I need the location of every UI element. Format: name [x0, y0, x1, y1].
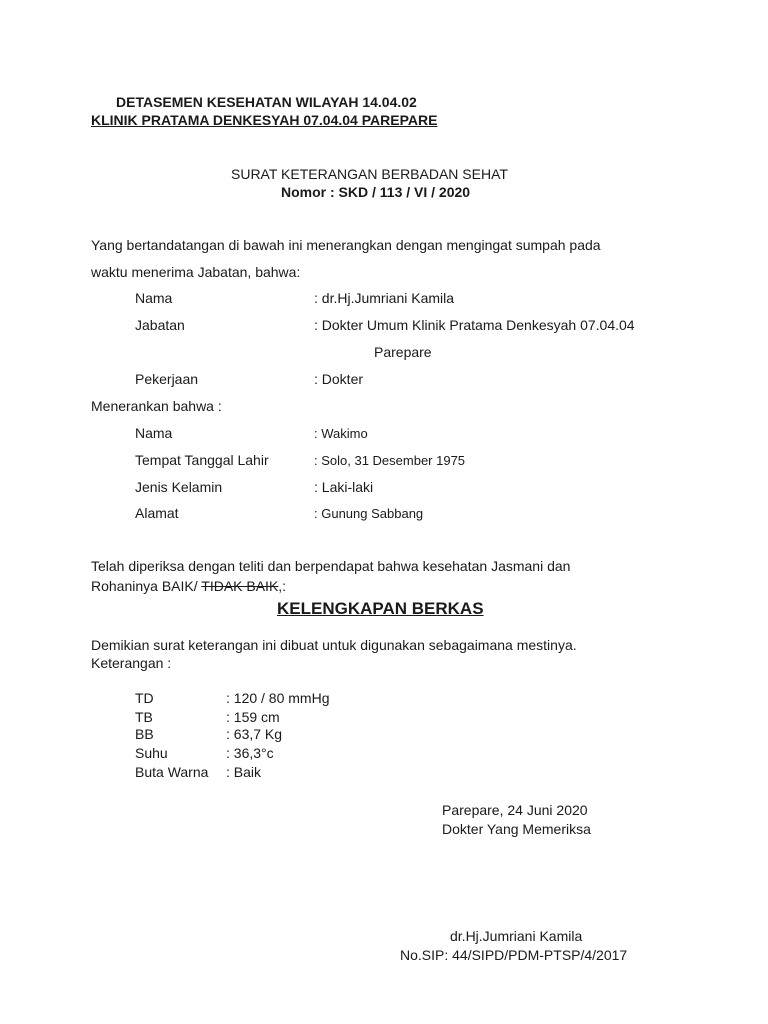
vital-tb-value: : 159 cm [226, 709, 280, 725]
patient-name-label: Nama [135, 425, 173, 441]
letter-title: SURAT KETERANGAN BERBADAN SEHAT [231, 166, 508, 182]
patient-birth-value: : Solo, 31 Desember 1975 [314, 453, 466, 468]
examiner-name: dr.Hj.Jumriani Kamila [450, 928, 583, 944]
signer-position-label: Jabatan [135, 317, 185, 333]
signer-position-continued: Parepare [374, 344, 432, 360]
patient-birth-label: Tempat Tanggal Lahir [135, 452, 269, 468]
place-date: Parepare, 24 Juni 2020 [442, 802, 588, 818]
vital-buta-warna-label: Buta Warna [135, 764, 209, 780]
purpose-text: Demikian surat keterangan ini dibuat untuk digunakan sebagaimana mestinya. [91, 637, 577, 653]
signer-occupation-label: Pekerjaan [135, 371, 199, 387]
section-heading: KELENGKAPAN BERKAS [277, 599, 484, 618]
vital-bb-label: BB [135, 726, 154, 742]
vital-bb-value: : 63,7 Kg [226, 726, 283, 742]
vital-td-value: : 120 / 80 mmHg [226, 690, 330, 706]
signer-position-value: : Dokter Umum Klinik Pratama Denkesyah 07.04.04 [314, 317, 635, 333]
header-line-1: DETASEMEN KESEHATAN WILAYAH 14.04.02 [116, 94, 417, 110]
patient-address-label: Alamat [135, 505, 179, 521]
vital-tb-label: TB [135, 709, 153, 725]
exam-line-2-suffix: ,: [278, 578, 287, 594]
exam-line-1: Telah diperiksa dengan teliti dan berpendapat bahwa kesehatan Jasmani dan [91, 558, 571, 574]
exam-line-2-prefix: Rohaninya BAIK/ [91, 578, 202, 594]
vital-suhu-value: : 36,3°c [226, 745, 274, 761]
keterangan-label: Keterangan : [91, 655, 172, 671]
intro-line-2: waktu menerima Jabatan, bahwa: [91, 264, 301, 280]
patient-gender-value: : Laki-laki [314, 479, 374, 495]
patient-name-value: : Wakimo [314, 426, 368, 441]
patient-gender-label: Jenis Kelamin [135, 479, 223, 495]
intro-line-1: Yang bertandatangan di bawah ini menerangkan dengan mengingat sumpah pada [91, 237, 601, 253]
vital-td-label: TD [135, 690, 154, 706]
signer-name-label: Nama [135, 290, 173, 306]
vital-suhu-label: Suhu [135, 745, 168, 761]
declares-text: Menerankan bahwa : [91, 398, 222, 414]
exam-struck-text: TIDAK BAIK [201, 578, 279, 594]
vital-buta-warna-value: : Baik [226, 764, 262, 780]
examiner-sip: No.SIP: 44/SIPD/PDM-PTSP/4/2017 [400, 947, 628, 963]
signer-name-value: : dr.Hj.Jumriani Kamila [314, 290, 455, 306]
header-line-2: KLINIK PRATAMA DENKESYAH 07.04.04 PAREPARE [91, 112, 438, 128]
examiner-role: Dokter Yang Memeriksa [442, 821, 591, 837]
exam-line-2 [91, 579, 286, 593]
signer-occupation-value: : Dokter [314, 371, 364, 387]
patient-address-value: : Gunung Sabbang [314, 506, 424, 521]
letter-number: Nomor : SKD / 113 / VI / 2020 [281, 184, 471, 200]
